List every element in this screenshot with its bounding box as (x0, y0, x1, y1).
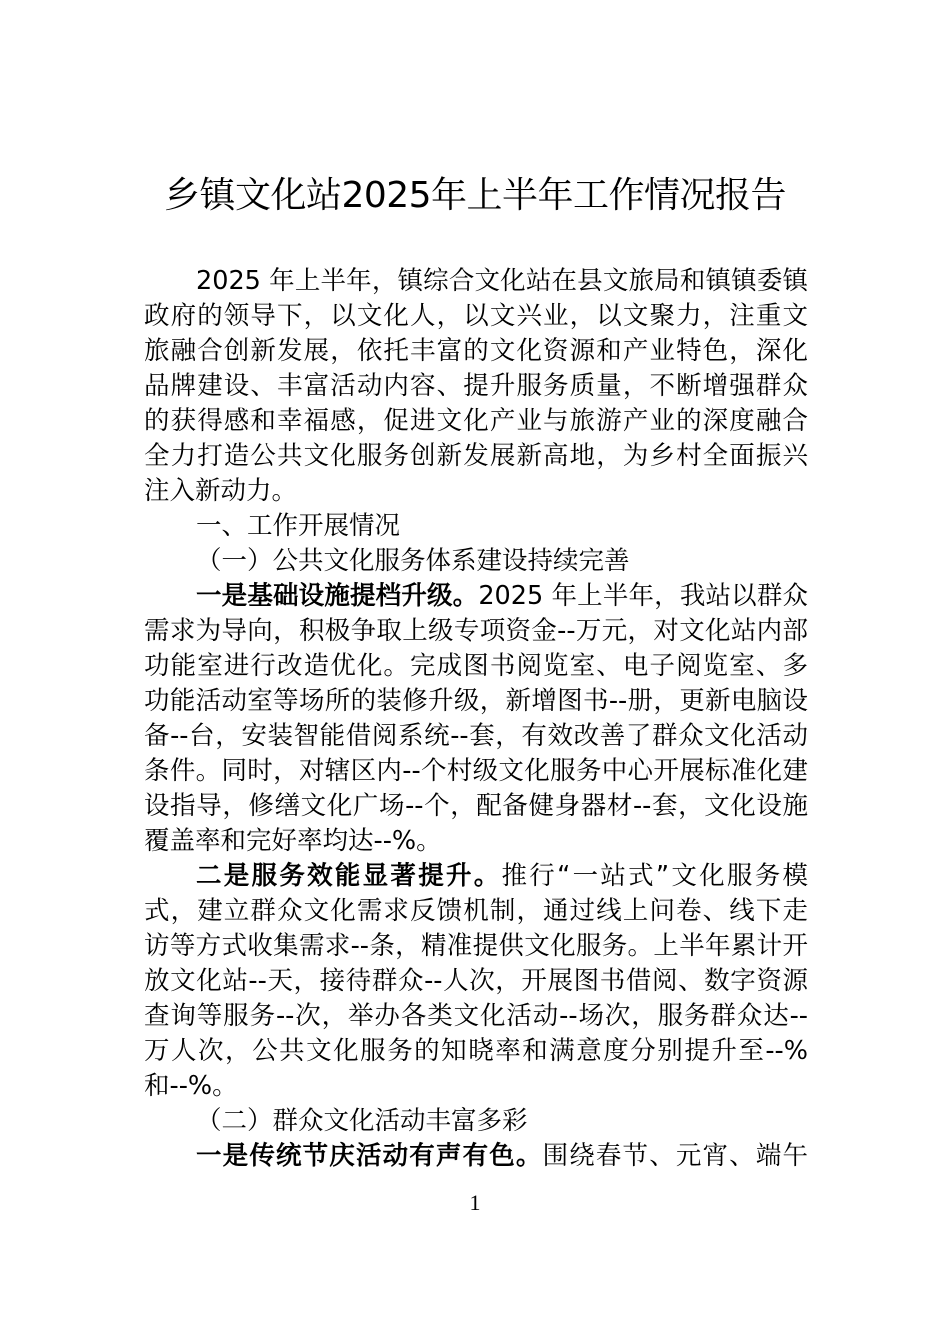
paragraph-first-line (144, 579, 808, 614)
intro-line: 旅融合创新发展，依托丰富的文化资源和产业特色，深化 (144, 336, 808, 366)
paragraph-line: 式，建立群众文化需求反馈机制，通过线上问卷、线下走 (144, 896, 808, 926)
intro-line: 品牌建设、丰富活动内容、提升服务质量，不断增强群众 (144, 371, 808, 401)
paragraph-line: 万人次，公共文化服务的知晓率和满意度分别提升至--% (144, 1036, 808, 1066)
intro-line: 2025 年上半年，镇综合文化站在县文旅局和镇镇委镇 (196, 266, 808, 296)
intro-line: 的获得感和幸福感，促进文化产业与旅游产业的深度融合 (144, 406, 808, 436)
paragraph-line: 备--台，安装智能借阅系统--套，有效改善了群众文化活动 (144, 721, 808, 751)
intro-line: 全力打造公共文化服务创新发展新高地，为乡村全面振兴 (144, 441, 808, 471)
document-body (144, 264, 808, 1174)
paragraph-text: 围绕春节、元宵、端午 (542, 1141, 808, 1171)
paragraph-first-line (144, 1139, 808, 1174)
paragraph-lead: 一是基础设施提档升级。 (196, 581, 479, 611)
document-title: 乡镇文化站2025年上半年工作情况报告 (163, 175, 787, 216)
subsection-heading: （一）公共文化服务体系建设持续完善 (196, 546, 630, 576)
paragraph-line: 放文化站--天，接待群众--人次，开展图书借阅、数字资源 (144, 966, 808, 996)
intro-line: 注入新动力。 (144, 476, 298, 506)
paragraph-line: 功能室进行改造优化。完成图书阅览室、电子阅览室、多 (144, 651, 808, 681)
paragraph-line: 和--%。 (144, 1071, 238, 1101)
paragraph-lead: 一是传统节庆活动有声有色。 (196, 1141, 543, 1171)
paragraph-line: 功能活动室等场所的装修升级，新增图书--册，更新电脑设 (144, 686, 808, 716)
paragraph-lead: 二是服务效能显著提升。 (196, 861, 502, 891)
paragraph-first-line (144, 859, 808, 894)
paragraph-line: 查询等服务--次，举办各类文化活动--场次，服务群众达-- (144, 1001, 808, 1031)
paragraph-line: 覆盖率和完好率均达--%。 (144, 826, 442, 856)
paragraph-text: 2025 年上半年，我站以群众 (478, 581, 808, 611)
paragraph-text: 推行“一站式”文化服务模 (501, 861, 808, 891)
intro-line: 政府的领导下，以文化人，以文兴业，以文聚力，注重文 (144, 301, 808, 331)
section-heading: 一、工作开展情况 (196, 511, 401, 541)
paragraph-line: 条件。同时，对辖区内--个村级文化服务中心开展标准化建 (144, 756, 808, 786)
paragraph-line: 需求为导向，积极争取上级专项资金--万元，对文化站内部 (144, 616, 808, 646)
page-number: 1 (469, 1190, 481, 1215)
paragraph-line: 设指导，修缮文化广场--个，配备健身器材--套，文化设施 (144, 791, 808, 821)
subsection-heading: （二）群众文化活动丰富多彩 (196, 1106, 528, 1136)
paragraph-line: 访等方式收集需求--条，精准提供文化服务。上半年累计开 (144, 931, 808, 961)
